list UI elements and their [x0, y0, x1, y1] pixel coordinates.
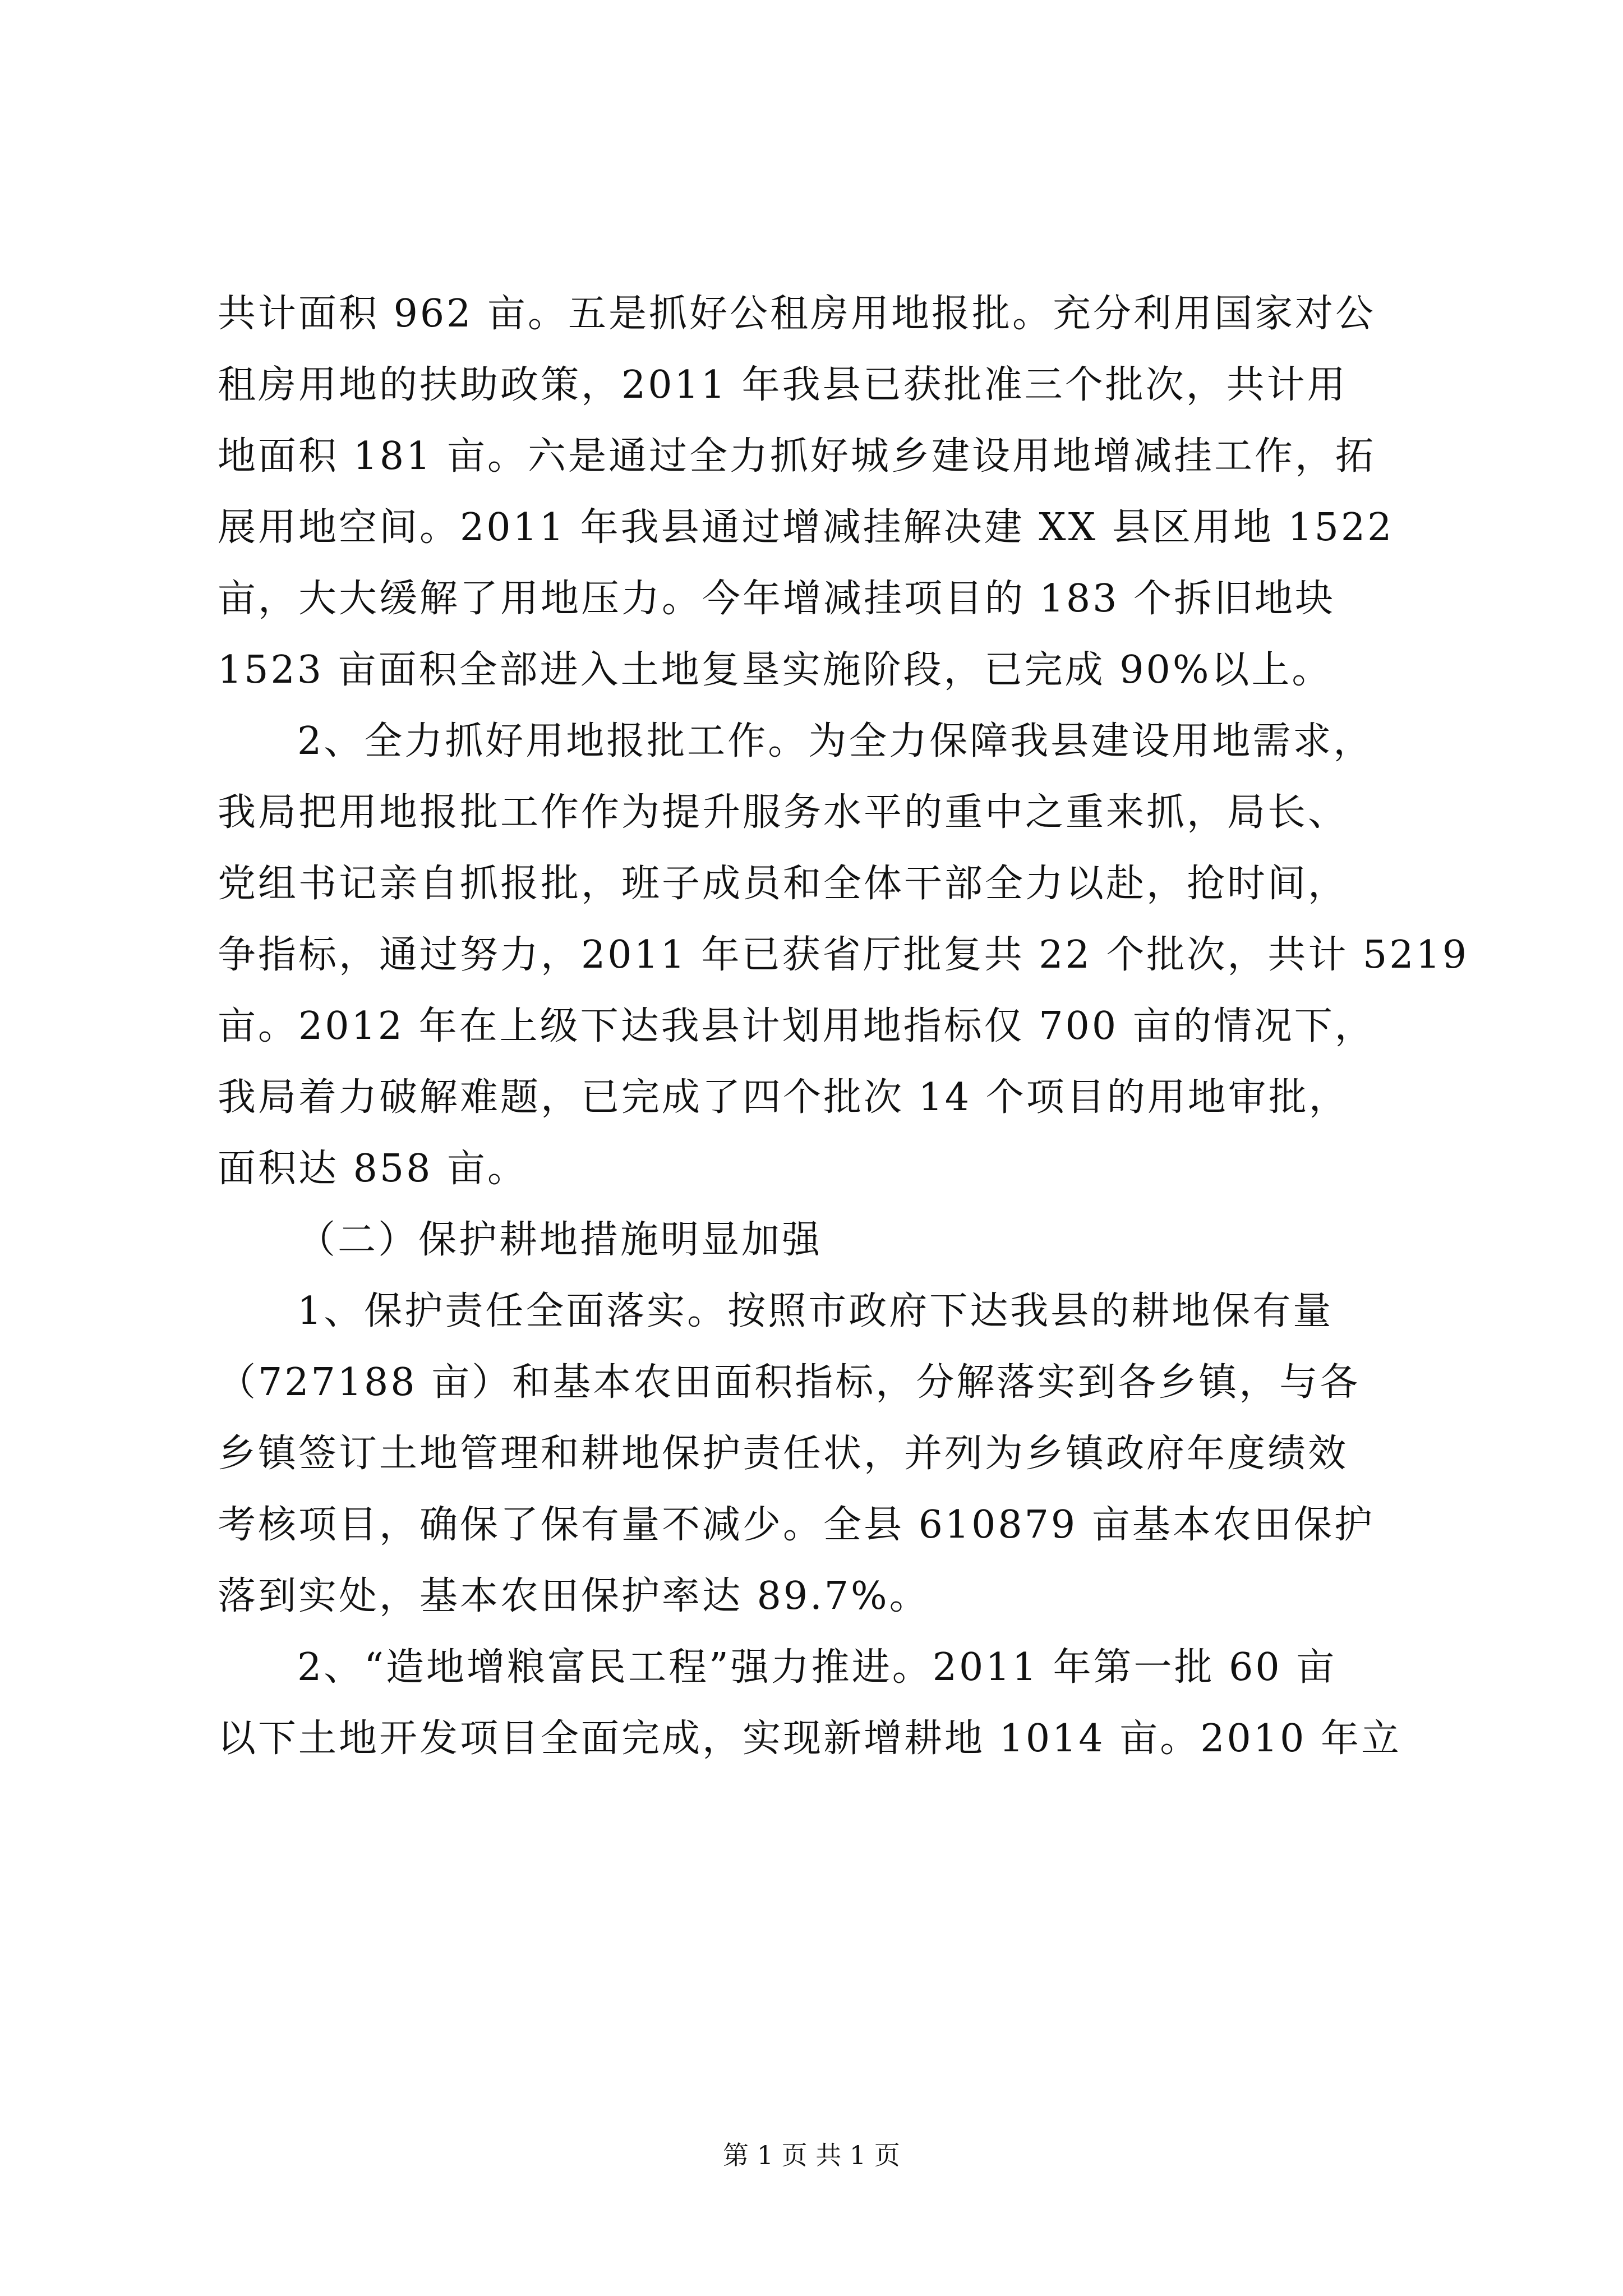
text-line: 考核项目，确保了保有量不减少。全县 610879 亩基本农田保护 [218, 1503, 1375, 1547]
section-heading: （二）保护耕地措施明显加强 [297, 1218, 823, 1262]
text-line: 展用地空间。2011 年我县通过增减挂解决建 XX 县区用地 1522 [218, 505, 1394, 550]
text-line: 我局把用地报批工作作为提升服务水平的重中之重来抓，局长、 [218, 790, 1349, 835]
text-line: 落到实处，基本农田保护率达 89.7%。 [218, 1574, 930, 1618]
page-footer: 第 1 页 共 1 页 [723, 2140, 900, 2170]
paragraph-first-line: 2、全力抓好用地报批工作。为全力保障我县建设用地需求， [297, 719, 1374, 763]
text-line: 亩，大大缓解了用地压力。今年增减挂项目的 183 个拆旧地块 [218, 577, 1336, 621]
paragraph-first-line: 1、保护责任全面落实。按照市政府下达我县的耕地保有量 [297, 1289, 1334, 1333]
text-line: （727188 亩）和基本农田面积指标，分解落实到各乡镇，与各 [218, 1360, 1361, 1405]
text-line: 亩。2012 年在上级下达我县计划用地指标仅 700 亩的情况下， [218, 1004, 1375, 1048]
paragraph-first-line: 2、“造地增粮富民工程”强力推进。2011 年第一批 60 亩 [297, 1645, 1337, 1690]
text-line: 争指标，通过努力，2011 年已获省厅批复共 22 个批次，共计 5219 [218, 933, 1469, 977]
text-line: 以下土地开发项目全面完成，实现新增耕地 1014 亩。2010 年立 [218, 1717, 1401, 1761]
text-line: 面积达 858 亩。 [218, 1147, 528, 1191]
text-line: 地面积 181 亩。六是通过全力抓好城乡建设用地增减挂工作，拓 [218, 434, 1376, 478]
text-line: 我局着力破解难题，已完成了四个批次 14 个项目的用地审批， [218, 1075, 1349, 1120]
text-line: 1523 亩面积全部进入土地复垦实施阶段，已完成 90%以上。 [218, 648, 1332, 692]
text-line: 共计面积 962 亩。五是抓好公租房用地报批。充分利用国家对公 [218, 292, 1376, 336]
text-line: 乡镇签订土地管理和耕地保护责任状，并列为乡镇政府年度绩效 [218, 1432, 1349, 1476]
text-line: 党组书记亲自抓报批，班子成员和全体干部全力以赴，抢时间， [218, 862, 1349, 906]
text-line: 租房用地的扶助政策，2011 年我县已获批准三个批次，共计用 [218, 363, 1348, 407]
